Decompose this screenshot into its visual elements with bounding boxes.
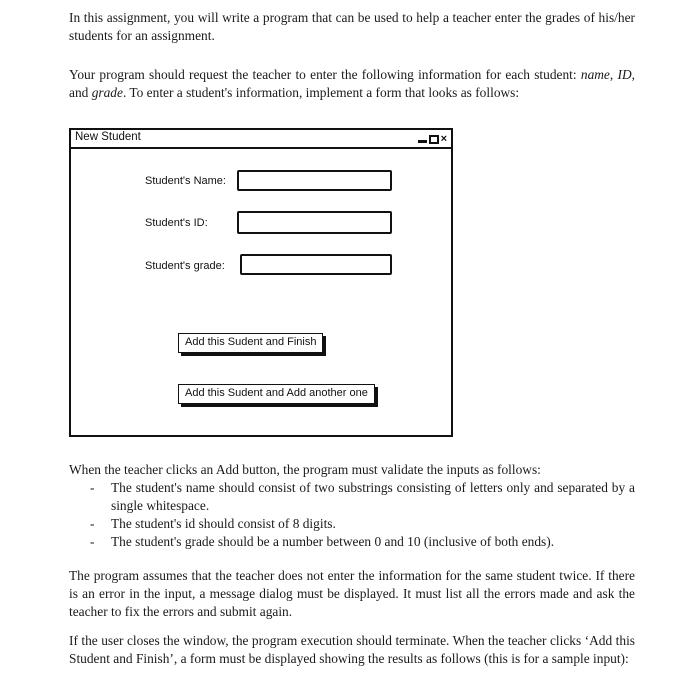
text-span: Your program should request the teacher to enter the following information for each student: <box>69 67 581 82</box>
text-span: . To enter a student's information, implement a form that looks as follows: <box>122 85 520 100</box>
validation-intro: When the teacher clicks an Add button, the program must validate the inputs as follows: <box>69 462 541 477</box>
list-item <box>69 533 635 551</box>
window-title: New Student <box>75 131 141 143</box>
add-and-add-another-button: Add this Sudent and Add another one <box>178 384 375 404</box>
text-span: , <box>609 67 618 82</box>
window-titlebar <box>71 130 451 149</box>
requirements-paragraph <box>69 66 635 102</box>
rule-text: The student's id should consist of 8 digits. <box>111 516 336 531</box>
add-and-finish-button: Add this Sudent and Finish <box>178 333 323 353</box>
student-id-label: Student's ID: <box>145 217 208 229</box>
emphasis-id: ID <box>617 67 632 82</box>
validation-rules-list <box>69 479 635 551</box>
termination-paragraph: If the user closes the window, the program execution should terminate. When the teacher clicks ‘Add this Student and Finish’, a form must be displayed showing the results as follows (this is for a sample input): <box>69 633 635 666</box>
emphasis-name: name <box>580 67 610 82</box>
rule-text: The student's name should consist of two substrings consisting of letters only and separated by a single whitespace. <box>111 480 635 513</box>
list-item <box>69 515 635 533</box>
text-span: , and <box>69 67 635 100</box>
bullet-dash: - <box>90 480 95 495</box>
student-grade-input <box>240 254 392 275</box>
close-icon: × <box>440 133 447 145</box>
error-handling-paragraph: The program assumes that the teacher does not enter the information for the same student twice. If there is an error in the input, a message dialog must be displayed. It must list all the errors made and ask the teacher to fix the errors and submit again. <box>69 568 635 619</box>
student-name-label: Student's Name: <box>145 175 226 187</box>
new-student-window-mockup <box>69 128 453 437</box>
bullet-dash: - <box>90 516 95 531</box>
student-name-input <box>237 170 392 191</box>
student-id-input <box>237 211 392 234</box>
intro-paragraph: In this assignment, you will write a program that can be used to help a teacher enter the grades of his/her students for an assignment. <box>69 10 635 43</box>
window-controls <box>418 133 447 144</box>
maximize-icon <box>429 135 439 144</box>
student-grade-label: Student's grade: <box>145 260 225 272</box>
bullet-dash: - <box>90 534 95 549</box>
list-item <box>69 479 635 515</box>
emphasis-grade: grade <box>91 85 123 100</box>
minimize-icon <box>418 140 427 143</box>
rule-text: The student's grade should be a number between 0 and 10 (inclusive of both ends). <box>111 534 555 549</box>
